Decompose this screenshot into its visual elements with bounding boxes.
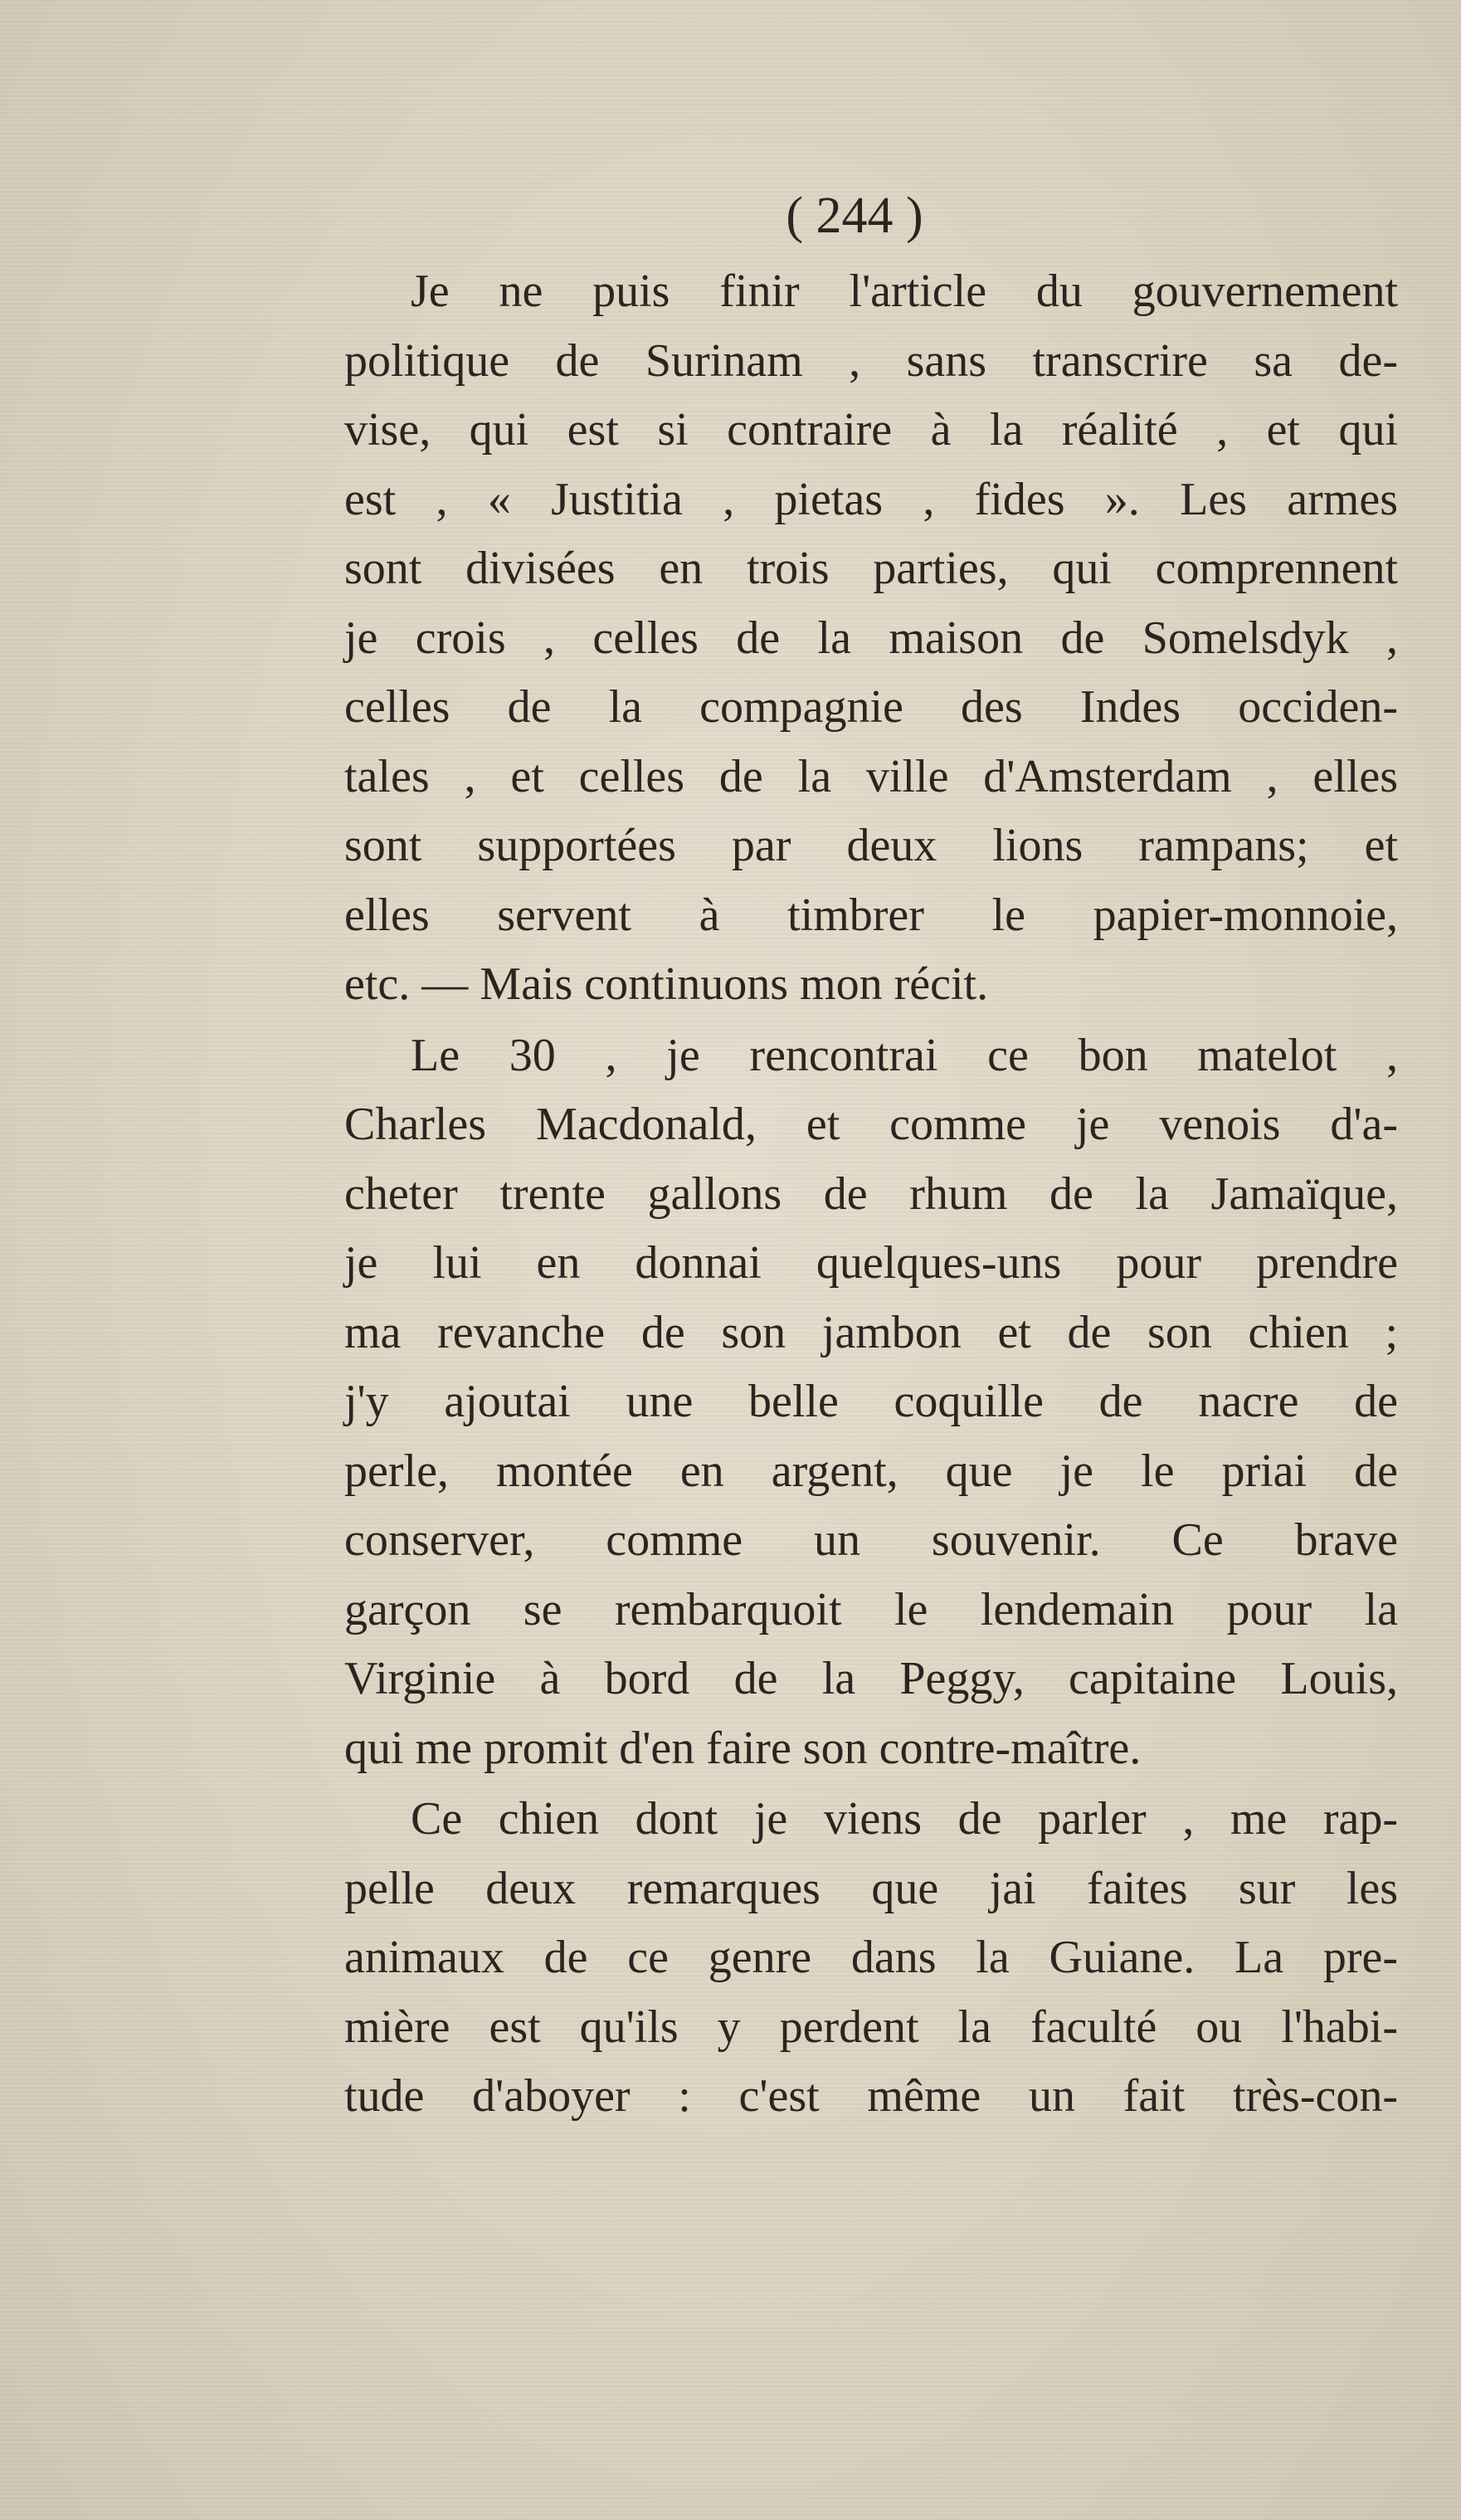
text-line: tales , et celles de la ville d'Amsterdam , elles [344, 750, 1398, 802]
text-line: sont divisées en trois parties, qui comprennent [344, 543, 1398, 594]
paragraph-1 [344, 257, 1398, 1020]
text-line: pelle deux remarques que jai faites sur les [344, 1862, 1398, 1914]
text-line: Je ne puis finir l'article du gouvernement [411, 266, 1398, 317]
text-line: mière est qu'ils y perdent la faculté ou l'habi- [344, 2001, 1398, 2053]
text-line: celles de la compagnie des Indes occiden- [344, 681, 1398, 733]
text-line: cheter trente gallons de rhum de la Jamaïque, [344, 1167, 1398, 1220]
text-line: animaux de ce genre dans la Guiane. La pre- [344, 1932, 1398, 1983]
text-line: garçon se rembarquoit le lendemain pour la [344, 1583, 1398, 1635]
text-line: je lui en donnai quelques-uns pour prendre [344, 1237, 1398, 1289]
text-line: est , « Justitia , pietas , fides ». Les armes [344, 473, 1398, 525]
text-line: je crois , celles de la maison de Somelsdyk , [344, 612, 1398, 664]
text-line: Le 30 , je rencontrai ce bon matelot , [411, 1029, 1398, 1081]
text-line: ma revanche de son jambon et de son chien ; [344, 1306, 1398, 1358]
text-line: perle, montée en argent, que je le priai de [344, 1445, 1398, 1497]
page-number: ( 244 ) [786, 188, 923, 244]
paragraph-2 [344, 1021, 1398, 1784]
text-line: sont supportées par deux lions rampans; et [344, 820, 1398, 871]
text-line: tude d'aboyer : c'est même un fait très-con- [344, 2070, 1398, 2122]
text-line: j'y ajoutai une belle coquille de nacre de [344, 1376, 1398, 1427]
text-line: politique de Surinam , sans transcrire sa de- [344, 334, 1398, 387]
text-line: Ce chien dont je viens de parler , me rap- [411, 1793, 1398, 1845]
page-text [344, 183, 1398, 2132]
text-line: elles servent à timbrer le papier-monnoie, [344, 889, 1398, 941]
text-line: vise, qui est si contraire à la réalité , et qui [344, 404, 1398, 456]
paragraph-3 [344, 1785, 1398, 2132]
text-line: qui me promit d'en faire son contre-maître. [344, 1722, 1142, 1774]
text-line: Charles Macdonald, et comme je venois d'a- [344, 1099, 1398, 1150]
text-line: etc. — Mais continuons mon récit. [344, 958, 989, 1010]
text-line: conserver, comme un souvenir. Ce brave [344, 1514, 1398, 1566]
text-line: Virginie à bord de la Peggy, capitaine Louis, [344, 1653, 1398, 1704]
